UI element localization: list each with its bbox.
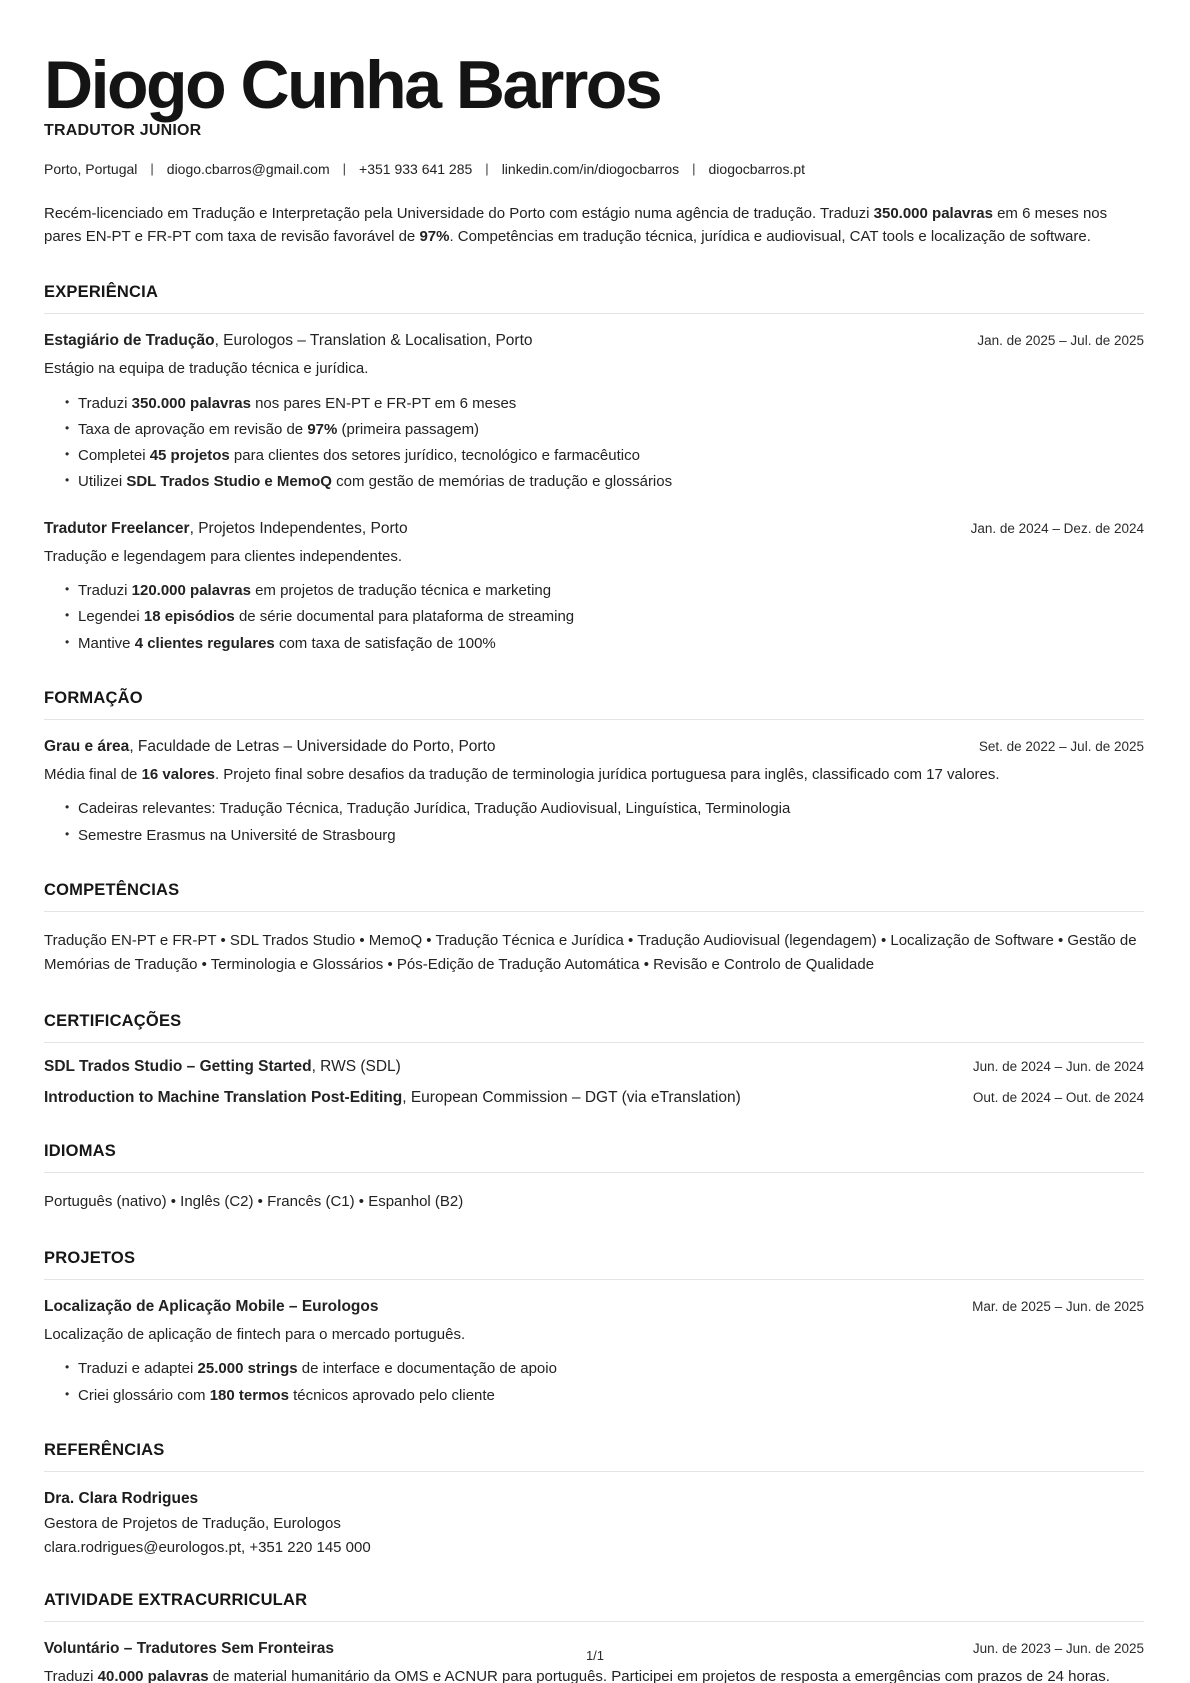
skills-list: Tradução EN-PT e FR-PT • SDL Trados Studio • MemoQ • Tradução Técnica e Jurídica • Tradução Audiovisual (legendagem) • Localização de Software • Gestão de Memórias de Tradução • Terminologia e Glossários • Pós-Edição de Tradução Automática • Revisão e Controlo de Qualidade: [44, 931, 1137, 973]
section-title-atividade: ATIVIDADE EXTRACURRICULAR: [44, 1591, 1144, 1622]
bullet-item: • Semestre Erasmus na Université de Strasbourg: [44, 826, 1144, 846]
extracurricular-date: Jun. de 2023 – Jun. de 2025: [972, 1640, 1144, 1656]
entry-bullet-list: [44, 799, 1144, 846]
section-title-experiencia: EXPERIÊNCIA: [44, 283, 1144, 314]
bullet-item: • Legendei 18 episódios de série documental para plataforma de streaming: [44, 607, 1144, 627]
contact-phone: +351 933 641 285: [359, 160, 473, 177]
contact-separator: |: [485, 161, 489, 177]
entry-title: Tradutor Freelancer, Projetos Independentes, Porto: [44, 519, 408, 537]
entry-description: Estágio na equipa de tradução técnica e jurídica.: [44, 360, 369, 378]
entry-header: [44, 332, 1144, 350]
education-entry: [44, 738, 1144, 846]
summary-paragraph: Recém-licenciado em Tradução e Interpretação pela Universidade do Porto com estágio numa agência de tradução. Traduzi 350.000 palavras em 6 meses nos pares EN-PT e FR-PT com taxa de revisão favorável de 97%. Competências em tradução técnica, jurídica e audiovisual, CAT tools e localização de software.: [44, 204, 1108, 245]
section-projetos: [44, 1249, 1144, 1406]
certification-date: Out. de 2024 – Out. de 2024: [972, 1089, 1144, 1105]
entry-bullet-list: [44, 1359, 1144, 1406]
contact-website: diogocbarros.pt: [708, 160, 806, 177]
section-title-certificacoes: CERTIFICAÇÕES: [44, 1012, 1144, 1043]
entry-date: Set. de 2022 – Jul. de 2025: [978, 738, 1144, 754]
bullet-item: • Taxa de aprovação em revisão de 97% (primeira passagem): [44, 420, 1144, 440]
contact-linkedin: linkedin.com/in/diogocbarros: [501, 160, 680, 177]
entry-bullet-list: [44, 394, 1144, 493]
section-atividade-extracurricular: [44, 1591, 1144, 1683]
entry-description: Tradução e legendagem para clientes independentes.: [44, 547, 403, 565]
reference-position: Gestora de Projetos de Tradução, Eurologos: [44, 1514, 341, 1532]
section-experiencia: [44, 283, 1144, 654]
entry-header: [44, 520, 1144, 538]
extracurricular-description: Traduzi 40.000 palavras de material humanitário da OMS e ACNUR para português. Participei em projetos de resposta a emergências com prazos de 24 horas.: [44, 1667, 1110, 1683]
certification-title: SDL Trados Studio – Getting Started, RWS (SDL): [44, 1057, 401, 1075]
bullet-item: • Criei glossário com 180 termos técnicos aprovado pelo cliente: [44, 1386, 1144, 1406]
bullet-item: • Cadeiras relevantes: Tradução Técnica, Tradução Jurídica, Tradução Audiovisual, Linguística, Terminologia: [44, 799, 1144, 819]
experience-entry-freelancer: [44, 520, 1144, 654]
certification-date: Jun. de 2024 – Jun. de 2024: [972, 1058, 1144, 1074]
certification-entry: [44, 1089, 1144, 1107]
reference-name: Dra. Clara Rodrigues: [44, 1489, 199, 1507]
project-description: Localização de aplicação de fintech para o mercado português.: [44, 1325, 466, 1343]
contact-separator: |: [342, 161, 347, 177]
entry-header: [44, 738, 1144, 756]
person-name: Diogo Cunha Barros: [44, 47, 661, 123]
experience-entry-internship: [44, 332, 1144, 493]
project-entry: [44, 1298, 1144, 1406]
certification-entry: [44, 1058, 1144, 1076]
reference-contact: clara.rodrigues@eurologos.pt, +351 220 145 000: [44, 1538, 371, 1556]
bullet-item: • Traduzi e adaptei 25.000 strings de interface e documentação de apoio: [44, 1359, 1144, 1379]
page-number: 1/1: [585, 1648, 605, 1663]
entry-bullet-list: [44, 581, 1144, 654]
bullet-item: • Traduzi 350.000 palavras nos pares EN-PT e FR-PT em 6 meses: [44, 394, 1144, 414]
project-title: Localização de Aplicação Mobile – Eurologos: [44, 1297, 379, 1315]
entry-date: Jan. de 2024 – Dez. de 2024: [970, 520, 1144, 536]
reference-entry: [44, 1490, 1144, 1556]
section-idiomas: [44, 1142, 1144, 1214]
person-job-title: TRADUTOR JUNIOR: [44, 121, 202, 139]
contact-row: [44, 161, 1144, 177]
contact-separator: |: [692, 161, 696, 177]
section-title-projetos: PROJETOS: [44, 1249, 1144, 1280]
bullet-item: • Traduzi 120.000 palavras em projetos de tradução técnica e marketing: [44, 581, 1144, 601]
contact-email: diogo.cbarros@gmail.com: [166, 160, 330, 177]
section-title-formacao: FORMAÇÃO: [44, 689, 1144, 720]
section-title-referencias: REFERÊNCIAS: [44, 1441, 1144, 1472]
entry-title: Estagiário de Tradução, Eurologos – Translation & Localisation, Porto: [44, 332, 533, 350]
languages-list: Português (nativo) • Inglês (C2) • Francês (C1) • Espanhol (B2): [44, 1192, 464, 1210]
section-certificacoes: [44, 1012, 1144, 1107]
project-date: Mar. de 2025 – Jun. de 2025: [972, 1298, 1144, 1314]
certification-title: Introduction to Machine Translation Post-Editing, European Commission – DGT (via eTranslation): [44, 1088, 741, 1106]
bullet-item: • Mantive 4 clientes regulares com taxa de satisfação de 100%: [44, 634, 1144, 654]
extracurricular-title: Voluntário – Tradutores Sem Fronteiras: [44, 1639, 334, 1657]
resume-header: [44, 47, 1144, 177]
section-title-competencias: COMPETÊNCIAS: [44, 881, 1144, 912]
contact-separator: |: [150, 161, 154, 177]
entry-date: Jan. de 2025 – Jul. de 2025: [977, 333, 1144, 349]
section-title-idiomas: IDIOMAS: [44, 1142, 1144, 1173]
entry-header: [44, 1298, 1144, 1316]
bullet-item: • Utilizei SDL Trados Studio e MemoQ com gestão de memórias de tradução e glossários: [44, 472, 1144, 492]
section-formacao: [44, 689, 1144, 846]
section-competencias: [44, 881, 1144, 977]
section-referencias: [44, 1441, 1144, 1556]
contact-location: Porto, Portugal: [44, 160, 138, 177]
entry-description: Média final de 16 valores. Projeto final sobre desafios da tradução de terminologia jurídica portuguesa para inglês, classificado com 17 valores.: [44, 765, 1000, 783]
bullet-item: • Completei 45 projetos para clientes dos setores jurídico, tecnológico e farmacêutico: [44, 446, 1144, 466]
entry-title: Grau e área, Faculdade de Letras – Universidade do Porto, Porto: [44, 737, 496, 755]
